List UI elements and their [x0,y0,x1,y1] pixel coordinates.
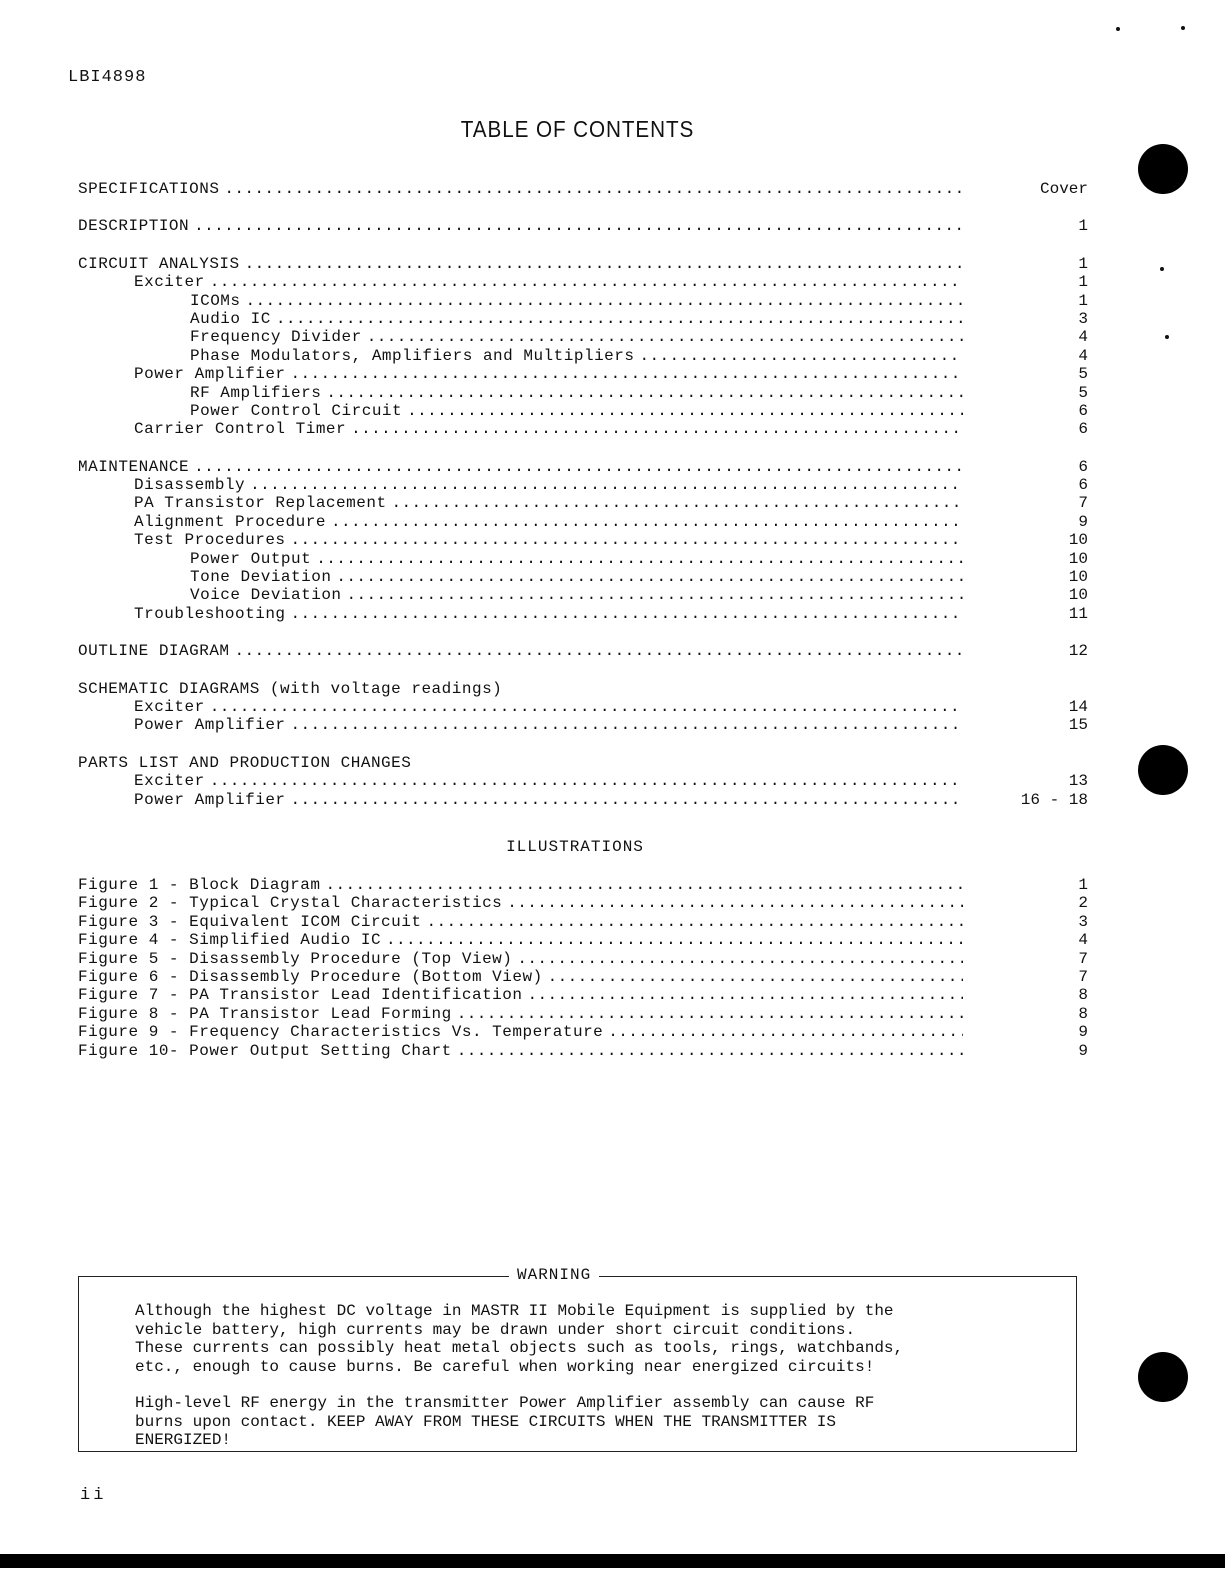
toc-row [78,328,1088,346]
toc-row [78,642,1088,660]
toc-leader [78,513,963,531]
toc-entry-title: Carrier Control Timer [134,420,347,439]
warning-text [135,1302,1035,1468]
toc-entry-title: Power Amplifier [134,716,286,735]
toc-entry-page: 7 [1078,949,1088,968]
toc-leader [78,968,963,986]
toc-entry-title: Exciter [134,273,205,292]
toc-entry-title: Voice Deviation [190,586,342,605]
warning-label: WARNING [509,1266,599,1284]
toc-section [78,754,1088,809]
toc-leader [78,494,963,512]
toc-entry-title: PARTS LIST AND PRODUCTION CHANGES [78,753,412,772]
toc-leader [78,680,963,698]
toc-entry-page: 10 [1068,531,1088,550]
toc-entry-page: Cover [1039,180,1088,198]
toc-entry-title: PA Transistor Replacement [134,494,387,513]
toc-entry-title: Figure 9 - Frequency Characteristics Vs. Temperature [78,1023,604,1042]
toc-entry-page: 16 - 18 [1020,790,1088,809]
toc-row [78,772,1088,790]
toc-entry-title: Test Procedures [134,531,286,550]
toc-entry-page: 6 [1078,401,1088,420]
toc-entry-title: Figure 7 - PA Transistor Lead Identification [78,986,523,1005]
toc-entry-page: 2 [1078,894,1088,913]
table-of-contents [78,180,1088,828]
toc-leader [78,420,963,438]
toc-entry-title: Figure 10- Power Output Setting Chart [78,1041,452,1060]
toc-entry-title: Figure 1 - Block Diagram [78,876,321,894]
toc-entry-title: Power Output [190,549,312,568]
toc-leader [78,931,963,949]
toc-entry-page: 12 [1068,642,1088,661]
toc-entry-page: 7 [1078,967,1088,986]
toc-row [78,402,1088,420]
toc-row [78,217,1088,235]
toc-row [78,476,1088,494]
toc-entry-page: 3 [1078,309,1088,328]
toc-entry-page: 7 [1078,494,1088,513]
toc-entry-title: OUTLINE DIAGRAM [78,642,230,661]
toc-entry-page: 1 [1078,217,1088,236]
toc-entry-page: 6 [1078,420,1088,439]
toc-row [78,754,1088,772]
toc-row [78,347,1088,365]
toc-leader [78,217,963,235]
toc-leader [78,913,963,931]
page-title: TABLE OF CONTENTS [460,116,695,142]
illustration-row [78,968,1088,986]
illustration-row [78,950,1088,968]
illustration-row [78,894,1088,912]
toc-entry-title: Audio IC [190,309,271,328]
page-number: ii [80,1486,107,1505]
toc-entry-page: 4 [1078,931,1088,950]
toc-leader [78,531,963,549]
toc-leader [78,876,963,894]
scan-speck [1181,26,1185,30]
document-id: LBI4898 [68,68,147,87]
illustrations-heading: ILLUSTRATIONS [506,838,644,856]
toc-leader [78,328,963,346]
toc-leader [78,698,963,716]
toc-entry-page: 8 [1078,1004,1088,1023]
toc-entry-page: 9 [1078,512,1088,531]
toc-row [78,513,1088,531]
toc-leader [78,384,963,402]
toc-row [78,310,1088,328]
toc-leader [78,605,963,623]
toc-row [78,180,1088,198]
toc-entry-title: Exciter [134,697,205,716]
illustrations-list [78,876,1088,1060]
toc-entry-title: Alignment Procedure [134,512,326,531]
toc-entry-page: 6 [1078,457,1088,476]
toc-leader [78,754,963,772]
toc-leader [78,273,963,291]
toc-entry-title: ICOMs [190,291,241,310]
toc-entry-title: Figure 2 - Typical Crystal Characteristics [78,894,503,913]
toc-leader [78,894,963,912]
toc-leader [78,402,963,420]
toc-entry-page: 8 [1078,986,1088,1005]
toc-row [78,680,1088,698]
toc-entry-page: 3 [1078,912,1088,931]
toc-leader [78,716,963,734]
toc-leader [78,642,963,660]
toc-entry-page: 13 [1068,772,1088,791]
illustration-row [78,1023,1088,1041]
toc-entry-title: Troubleshooting [134,604,286,623]
toc-entry-title: SPECIFICATIONS [78,180,220,198]
toc-leader [78,310,963,328]
toc-entry-title: Frequency Divider [190,328,362,347]
toc-entry-page: 1 [1078,876,1088,894]
toc-row [78,791,1088,809]
toc-leader [78,950,963,968]
toc-entry-page: 1 [1078,273,1088,292]
toc-leader [78,568,963,586]
toc-leader [78,1023,963,1041]
toc-entry-title: RF Amplifiers [190,383,322,402]
toc-entry-page: 4 [1078,328,1088,347]
toc-row [78,420,1088,438]
toc-row [78,494,1088,512]
toc-entry-title: Power Amplifier [134,790,286,809]
toc-leader [78,292,963,310]
toc-leader [78,255,963,273]
toc-entry-page: 9 [1078,1023,1088,1042]
toc-section [78,642,1088,660]
toc-entry-title: Figure 4 - Simplified Audio IC [78,931,382,950]
scan-edge-bar [0,1554,1225,1568]
toc-leader [78,550,963,568]
toc-entry-title: Figure 6 - Disassembly Procedure (Bottom View) [78,967,543,986]
toc-entry-page: 15 [1068,716,1088,735]
toc-leader [78,347,963,365]
toc-entry-page: 14 [1068,697,1088,716]
toc-entry-page: 1 [1078,254,1088,273]
punch-hole-middle [1138,745,1188,795]
toc-entry-title: Figure 3 - Equivalent ICOM Circuit [78,912,422,931]
toc-entry-page: 9 [1078,1041,1088,1060]
toc-row [78,531,1088,549]
toc-section [78,180,1088,198]
toc-leader [78,476,963,494]
toc-leader [78,1042,963,1060]
illustration-row [78,1005,1088,1023]
toc-entry-page: 5 [1078,383,1088,402]
toc-leader [78,791,963,809]
toc-row [78,716,1088,734]
toc-entry-title: CIRCUIT ANALYSIS [78,254,240,273]
toc-entry-title: Exciter [134,772,205,791]
toc-leader [78,772,963,790]
toc-section [78,680,1088,735]
toc-section [78,217,1088,235]
toc-leader [78,458,963,476]
toc-entry-page: 5 [1078,365,1088,384]
punch-hole-top [1138,144,1188,194]
toc-row [78,568,1088,586]
illustration-row [78,931,1088,949]
scan-speck [1160,267,1164,271]
toc-row [78,384,1088,402]
toc-section [78,458,1088,624]
toc-entry-title: Figure 8 - PA Transistor Lead Forming [78,1004,452,1023]
toc-leader [78,1005,963,1023]
toc-entry-title: Phase Modulators, Amplifiers and Multipliers [190,346,635,365]
toc-entry-page: 6 [1078,476,1088,495]
toc-entry-page: 10 [1068,586,1088,605]
toc-entry-title: DESCRIPTION [78,217,190,236]
toc-section [78,255,1088,439]
toc-entry-title: MAINTENANCE [78,457,190,476]
toc-row [78,698,1088,716]
toc-row [78,550,1088,568]
toc-leader [78,365,963,383]
toc-entry-page: 10 [1068,549,1088,568]
toc-row [78,365,1088,383]
illustration-row [78,986,1088,1004]
toc-leader [78,180,963,198]
warning-paragraph-1: Although the highest DC voltage in MASTR II Mobile Equipment is supplied by the vehicle battery, high currents may be drawn under short circuit conditions. These currents can possibly heat metal objects such as tools, rings, watchbands, etc., enough to cause burns. Be careful when working near energized circuits! [135,1302,904,1376]
toc-leader [78,586,963,604]
illustration-row [78,913,1088,931]
toc-entry-title: Power Control Circuit [190,401,403,420]
illustration-row [78,876,1088,894]
warning-paragraph-2: High-level RF energy in the transmitter Power Amplifier assembly can cause RF burns upon contact. KEEP AWAY FROM THESE CIRCUITS WHEN THE TRANSMITTER IS ENERGIZED! [135,1394,875,1449]
toc-entry-title: Disassembly [134,476,246,495]
toc-entry-page: 1 [1078,291,1088,310]
toc-row [78,255,1088,273]
toc-row [78,273,1088,291]
scan-speck [1165,335,1169,339]
toc-row [78,586,1088,604]
punch-hole-bottom [1138,1352,1188,1402]
toc-entry-title: Power Amplifier [134,365,286,384]
toc-leader [78,986,963,1004]
warning-box [78,1266,1077,1452]
toc-entry-page: 10 [1068,568,1088,587]
toc-entry-page: 11 [1068,604,1088,623]
toc-row [78,605,1088,623]
toc-row [78,458,1088,476]
toc-entry-title: SCHEMATIC DIAGRAMS (with voltage readings) [78,679,503,698]
toc-entry-page: 4 [1078,346,1088,365]
toc-row [78,292,1088,310]
toc-entry-title: Figure 5 - Disassembly Procedure (Top View) [78,949,513,968]
scan-speck [1116,27,1120,31]
illustration-row [78,1042,1088,1060]
toc-entry-title: Tone Deviation [190,568,332,587]
